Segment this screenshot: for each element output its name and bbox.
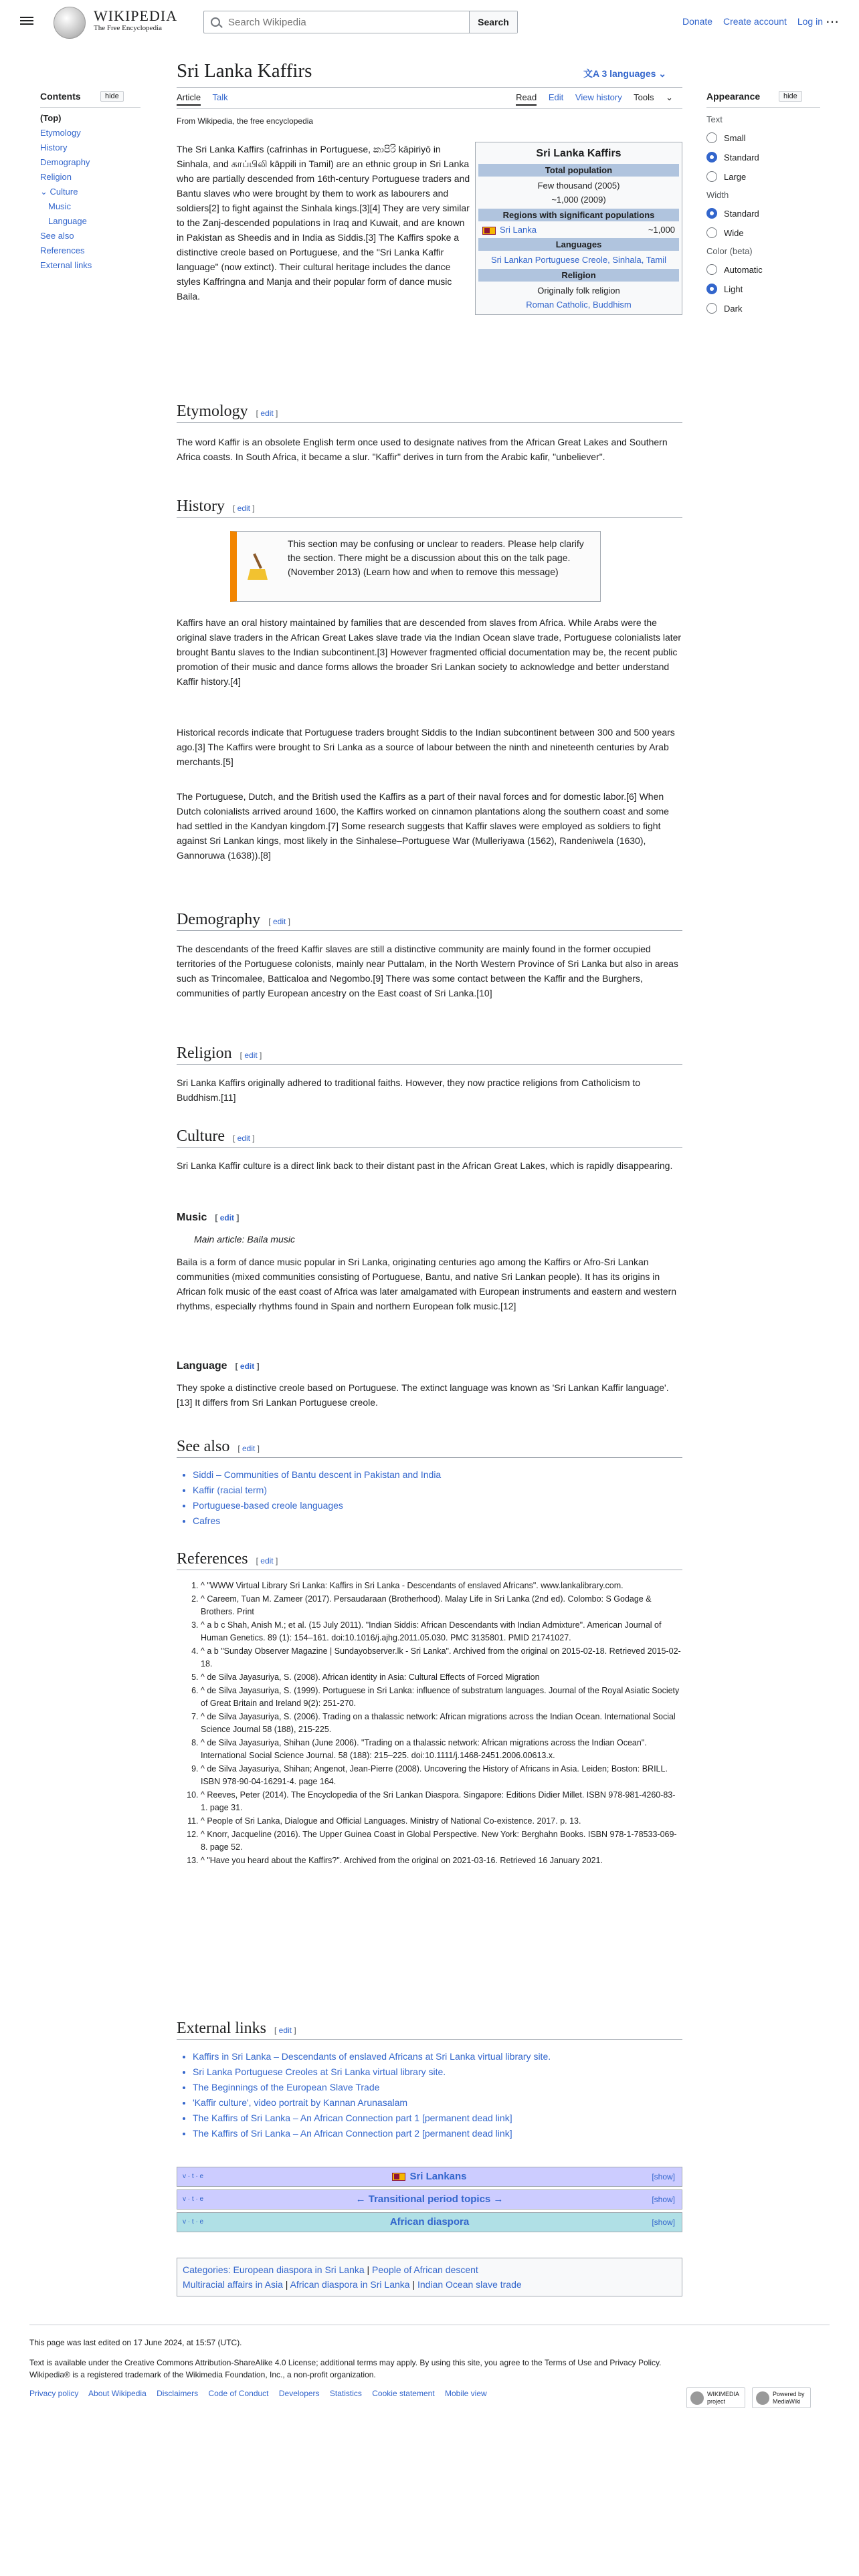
text-size-label: Text: [706, 114, 723, 124]
toc-hide-button[interactable]: hide: [100, 91, 124, 102]
navbox-vte-links[interactable]: v · t · e: [183, 2173, 204, 2180]
width-wide-option[interactable]: [706, 227, 820, 239]
music-paragraph: Baila is a form of dance music popular in Sri Lanka, originating centuries ago among the Kaffirs or Afro-Sri Lankan communities (mixed communities consisting of Portuguese, Bantu, and native Sri Lankan people). It has its origins in African folk music of the east coast of Africa was later amalgamated with European instruments and eastern and western rhythms, especially rhythms found in Spain and northern European folk music.[12]: [177, 1257, 677, 1311]
toc-item[interactable]: [48, 216, 140, 227]
categories-label[interactable]: Categories:: [183, 2264, 231, 2275]
external-link-item[interactable]: • Sri Lanka Portuguese Creoles at Sri Lanka virtual library site.: [193, 2064, 551, 2080]
edit-link[interactable]: [ edit ]: [233, 504, 255, 513]
infobox-value: Few thousand (2005): [537, 181, 620, 191]
text-small-option[interactable]: [706, 132, 820, 144]
divider: [706, 107, 820, 108]
option-label: Automatic: [724, 264, 763, 275]
footer-link[interactable]: Code of Conduct: [208, 2389, 269, 2398]
navbox-african-diaspora: [177, 2212, 682, 2232]
edit-link-text[interactable]: edit: [237, 1134, 251, 1143]
license-text: Text is available under the Creative Commons Attribution-ShareAlike 4.0 License; additional terms may apply. By using this site, you agree to the Terms of Use and Privacy Policy. Wikipedia® is a registered trademark of the Wikimedia Foundation, Inc., a non-profit organization.: [29, 2358, 662, 2379]
category-link[interactable]: African diaspora in Sri Lanka: [290, 2279, 410, 2290]
translate-icon: 文A: [583, 68, 602, 79]
footer-link[interactable]: Mobile view: [445, 2389, 487, 2398]
section-heading-references: [177, 1550, 682, 1570]
edit-link-text[interactable]: edit: [237, 504, 251, 513]
footer-links: [29, 2389, 495, 2398]
heading-text: References: [177, 1550, 248, 1568]
divider: [177, 87, 682, 88]
wordmark-tagline: The Free Encyclopedia: [94, 24, 163, 32]
chevron-down-icon[interactable]: ⌄: [40, 187, 50, 197]
section-heading-religion: [177, 1045, 682, 1065]
navbox-vte-links[interactable]: v · t · e: [183, 2218, 204, 2226]
wikimedia-badge[interactable]: WIKIMEDIA project: [686, 2387, 745, 2408]
heading-text: Culture: [177, 1128, 225, 1145]
toc-item[interactable]: [40, 231, 140, 241]
color-automatic-option[interactable]: [706, 263, 820, 276]
sri-lanka-flag-icon: [392, 2173, 405, 2181]
edit-link-text[interactable]: edit: [278, 2026, 292, 2035]
radio-icon[interactable]: [706, 171, 717, 182]
navbox-show-button[interactable]: [show]: [652, 2172, 675, 2181]
toc-item-label: Language: [48, 216, 87, 226]
login-link[interactable]: Log in: [797, 16, 823, 27]
toc-title: Contents: [40, 91, 81, 102]
search-box: [203, 11, 518, 33]
option-label: Standard: [724, 152, 759, 163]
search-icon: [211, 17, 220, 27]
external-link-item[interactable]: • The Kaffirs of Sri Lanka – An African Connection part 2 [permanent dead link]: [193, 2126, 551, 2141]
radio-icon[interactable]: [706, 264, 717, 275]
lead-paragraph: The Sri Lanka Kaffirs (cafrinhas in Portuguese, කාපිරි kāpiriyō in Sinhala, and காப்பிலி kāppili in Tamil) are an ethnic group in Sri Lanka who are partially descended from 16th-century Portuguese traders and Bantu slaves who were brought by them to work as labourers and soldiers[2] to fight against the Sinhala kings.[3][4] They are very similar to the Zanj-descended populations in Iraq and Kuwait, and are known in Pakistan as Sheedis and in India as Siddis.[3] The Kaffirs spoke a distinctive creole based on Portuguese, and the "Sri Lanka Kaffir language" (now extinct). Their cultural heritage includes the dance styles Kaffringna and Manja and their popular form of dance music Baila.: [177, 144, 470, 302]
personal-links: [674, 16, 823, 27]
infobox-header: Religion: [478, 269, 679, 282]
edit-link-text[interactable]: edit: [260, 409, 274, 418]
option-label: Wide: [724, 227, 744, 238]
toc-list: [40, 113, 140, 271]
wordmark[interactable]: [94, 8, 177, 32]
tab-tools[interactable]: Tools ⌄: [634, 92, 673, 102]
appearance-panel: [706, 91, 820, 322]
main-menu-icon[interactable]: [20, 15, 33, 25]
toc-item[interactable]: [40, 187, 140, 197]
page-title: Sri Lanka Kaffirs: [177, 60, 312, 82]
see-also-item[interactable]: • Cafres: [193, 1513, 441, 1529]
external-links-list: [193, 2049, 551, 2141]
reference-item: 11. ^ People of Sri Lanka, Dialogue and Official Languages. Ministry of National Co-existence. 2017. p. 13.: [201, 1815, 681, 1828]
width-label: Width: [706, 190, 729, 200]
religion-paragraph: Sri Lanka Kaffirs originally adhered to traditional faiths. However, they now practice religions from Catholicism to Buddhism.[11]: [177, 1077, 641, 1103]
culture-paragraph: Sri Lanka Kaffir culture is a direct link back to their distant past in the African Great Lakes, which is rapidly disappearing.: [177, 1160, 673, 1171]
navbox-sri-lankans: [177, 2167, 682, 2187]
category-link[interactable]: European diaspora in Sri Lanka: [233, 2264, 365, 2275]
edit-link[interactable]: [ edit ]: [237, 1444, 260, 1453]
tab-edit[interactable]: Edit: [548, 92, 564, 102]
toc-item[interactable]: [40, 157, 140, 168]
see-also-item[interactable]: • Portuguese-based creole languages: [193, 1498, 441, 1513]
edit-link[interactable]: [ edit ]: [274, 2026, 296, 2035]
width-group: [706, 190, 820, 239]
references-list: [201, 1580, 681, 1868]
toc-item-label: (Top): [40, 113, 62, 123]
reference-item: 5. ^ de Silva Jayasuriya, S. (2008). African identity in Asia: Cultural Effects of Forced Migration: [201, 1671, 681, 1684]
toc-item-label: History: [40, 142, 68, 152]
heading-text: Demography: [177, 911, 261, 928]
section-heading-history: [177, 498, 682, 518]
infobox-value[interactable]: Roman Catholic, Buddhism: [526, 300, 632, 310]
text-standard-option[interactable]: [706, 151, 820, 163]
tab-article[interactable]: Article: [177, 92, 201, 106]
section-heading-culture: [177, 1128, 682, 1148]
navbox-transitional-period: [177, 2189, 682, 2210]
last-edited: This page was last edited on 17 June 2024, at 15:57 (UTC).: [29, 2338, 242, 2347]
table-of-contents: [40, 91, 140, 275]
infobox-title: Sri Lanka Kaffirs: [536, 148, 622, 159]
external-link-item[interactable]: • 'Kaffir culture', video portrait by Kannan Arunasalam: [193, 2095, 551, 2111]
section-heading-etymology: [177, 403, 682, 423]
divider: [40, 107, 140, 108]
tools-label: Tools: [634, 92, 654, 102]
toc-item-label: Music: [48, 201, 71, 211]
navbox-title[interactable]: African diaspora: [389, 2216, 470, 2228]
external-link-item[interactable]: • The Kaffirs of Sri Lanka – An African Connection part 1 [permanent dead link]: [193, 2111, 551, 2126]
category-link[interactable]: Multiracial affairs in Asia: [183, 2279, 283, 2290]
tab-view-history[interactable]: View history: [575, 92, 622, 102]
section-heading-see-also: [177, 1438, 682, 1458]
edit-link-text[interactable]: edit: [260, 1556, 274, 1566]
wordmark-title: WIKIPEDIA: [94, 7, 178, 24]
tab-read[interactable]: Read: [516, 92, 537, 106]
infobox-value: Originally folk religion: [537, 286, 620, 296]
edit-link[interactable]: [ edit ]: [240, 1051, 262, 1060]
color-dark-option[interactable]: [706, 302, 820, 314]
reference-item: 3. ^ a b c Shah, Anish M.; et al. (15 July 2011). "Indian Siddis: African Descendants with Indian Admixture". American Journal of Human Genetics. 89 (1): 154–161. doi:10.1016/j.ajhg.2011.05.030. PMC 3135801. PMID 21741027.: [201, 1619, 681, 1644]
footer-link[interactable]: Privacy policy: [29, 2389, 79, 2398]
history-paragraph: The Portuguese, Dutch, and the British used the Kaffirs as a part of their naval forces and for domestic labor.[6] When Dutch colonialists arrived around 1600, the Kaffirs worked on cinnamon plantations along the southern coast and some had settled in the Kandyan kingdom.[7] Some research suggests that Kaffir slaves were employed as soldiers to fight against Sri Lankan kings, most likely in the Sinhalese–Portuguese War (Mulleriyawa (1562), Randeniwela (1630), Gannoruwa (1638)).[8]: [177, 791, 669, 861]
toc-item-label: See also: [40, 231, 74, 241]
tab-talk[interactable]: Talk: [212, 92, 228, 102]
radio-selected-icon[interactable]: [706, 208, 717, 219]
text-size-group: [706, 114, 820, 183]
option-label: Dark: [724, 303, 743, 314]
infobox: [475, 142, 682, 315]
option-label: Large: [724, 171, 747, 182]
chevron-down-icon: ⌄: [658, 68, 667, 79]
radio-icon[interactable]: [706, 227, 717, 238]
reference-item: 7. ^ de Silva Jayasuriya, S. (2006). Trading on a thalassic network: African migrations across the Indian Ocean. International Social Science Journal 58 (188), 215-225.: [201, 1711, 681, 1736]
navbox-show-button[interactable]: [show]: [652, 2195, 675, 2204]
see-also-item[interactable]: • Kaffir (racial term): [193, 1483, 441, 1498]
reference-item: 2. ^ Careem, Tuan M. Zameer (2017). Persaudaraan (Brotherhood). Malay Life in Sri Lanka (2nd ed). Colombo: S Godage & Brothers. Print: [201, 1593, 681, 1618]
external-link-item[interactable]: • The Beginnings of the European Slave Trade: [193, 2080, 551, 2095]
heading-text: Language: [177, 1360, 227, 1372]
edit-link[interactable]: [ edit ]: [256, 1556, 278, 1566]
color-label: Color (beta): [706, 246, 753, 256]
etymology-paragraph: The word Kaffir is an obsolete English term once used to designate natives from the African Great Lakes and Southern Africa coasts. In South Africa, it became a slur. "Kaffir" derives in turn from the Arabic kafir, "unbeliever".: [177, 437, 668, 462]
toc-item-label: Demography: [40, 157, 90, 167]
main-article-hatnote[interactable]: Main article: Baila music: [194, 1234, 295, 1245]
reference-item: 9. ^ de Silva Jayasuriya, Shihan; Angenot, Jean-Pierre (2008). Uncovering the History of Africans in Asia. Leiden; Boston: BRILL. ISBN 978-90-04-16291-4. page 164.: [201, 1763, 681, 1788]
section-heading-music: [177, 1212, 239, 1224]
reference-item: 4. ^ a b "Sunday Observer Magazine | Sundayobserver.lk - Sri Lanka". Archived from the original on 2015-02-18. Retrieved 2015-02-18.: [201, 1645, 681, 1671]
category-link[interactable]: People of African descent: [372, 2264, 478, 2275]
toc-item[interactable]: [40, 172, 140, 183]
edit-link-text[interactable]: edit: [272, 917, 286, 926]
section-heading-external-links: [177, 2020, 682, 2040]
demography-paragraph: The descendants of the freed Kaffir slaves are still a distinctive community are mainly found in the former occupied territories of the Portuguese colonists, mainly near Puttalam, in the North Western Province of Sri Lanka but also in areas such as Trincomalee, Batticaloa and Negombo.[9] There was some contact between the Kaffir and the Burghers, communities of partly European ancestry on the East coast of Sri Lanka.[10]: [177, 944, 678, 998]
heading-text: Music: [177, 1212, 207, 1223]
color-group: [706, 246, 820, 314]
edit-link[interactable]: [ edit ]: [233, 1134, 255, 1143]
text-large-option[interactable]: [706, 171, 820, 183]
infobox-languages[interactable]: Sri Lankan Portuguese Creole, Sinhala, Tamil: [490, 255, 667, 265]
heading-text: See also: [177, 1438, 230, 1455]
infobox-value: ~1,000 (2009): [551, 195, 606, 205]
see-also-list: [193, 1467, 441, 1529]
appearance-title: Appearance: [706, 91, 761, 102]
language-paragraph: They spoke a distinctive creole based on Portuguese. The extinct language was known as 'Sri Lankan Kaffir language'.[13] It differs from Sri Lankan Portuguese creole.: [177, 1382, 669, 1408]
toc-item[interactable]: [40, 260, 140, 271]
navbox-title[interactable]: ← Transitional period topics →: [355, 2193, 504, 2205]
search-button[interactable]: Search: [469, 11, 517, 33]
radio-selected-icon[interactable]: [706, 284, 717, 294]
toc-item-label: Etymology: [40, 128, 81, 138]
history-paragraph: Kaffirs have an oral history maintained by families that are descended from slaves from Africa. While Arabs were the original slave traders in the African Great Lakes slave trade via the Indian Ocean slave trade, Portuguese colonialists later brought Bantu slaves to the Indian subcontinent.[3] However fragmented official documentation may be, the recent public promotion of their music and dance forms allows the broader Sri Lankan society to acknowledge and better understand Kaffir history.[4]: [177, 617, 682, 687]
toc-item[interactable]: [40, 113, 140, 124]
cleanup-notice-text: This section may be confusing or unclear to readers. Please help clarify the section. There might be a discussion about this on the talk page. (November 2013) (Learn how and when to remove this message): [288, 538, 584, 577]
categories-box: Categories: European diaspora in Sri Lanka | People of African descent Multiracial affairs in Asia | African diaspora in Sri Lanka | Indian Ocean slave trade: [177, 2258, 682, 2296]
mediawiki-badge[interactable]: Powered by MediaWiki: [752, 2387, 811, 2408]
category-link[interactable]: Indian Ocean slave trade: [417, 2279, 522, 2290]
history-paragraph: Historical records indicate that Portuguese traders brought Siddis to the Indian subcontinent between 300 and 500 years ago.[3] The Kaffirs were brought to Sri Lanka as a source of labour between the ninth and nineteenth centuries by Arab merchants.[5]: [177, 727, 675, 767]
reference-item: 6. ^ de Silva Jayasuriya, S. (1999). Portuguese in Sri Lanka: influence of substratum languages. Journal of the Royal Asiatic Society of Great Britain and Ireland 9(2): 251-270.: [201, 1685, 681, 1710]
search-input[interactable]: [228, 15, 449, 29]
footer-link[interactable]: About Wikipedia: [88, 2389, 147, 2398]
footer-link[interactable]: Statistics: [329, 2389, 362, 2398]
sri-lanka-flag-icon: [482, 227, 496, 235]
color-light-option[interactable]: [706, 283, 820, 295]
option-label: Standard: [724, 208, 759, 219]
broom-icon: [246, 552, 269, 581]
toc-item-label: External links: [40, 260, 92, 270]
section-heading-language: [177, 1360, 260, 1372]
wikipedia-logo[interactable]: [54, 7, 86, 39]
heading-text: History: [177, 498, 225, 515]
reference-item: 8. ^ de Silva Jayasuriya, Shihan (June 2006). "Trading on a thalassic network: African migrations across the Indian Ocean". International Social Science Journal. 58 (188): 215–225. doi:10.1111/j.1468-2451.2006.00613.x.: [201, 1737, 681, 1762]
heading-text: External links: [177, 2020, 266, 2037]
create-account-link[interactable]: Create account: [723, 16, 787, 27]
toc-item-label: Religion: [40, 172, 72, 182]
edit-link-text[interactable]: edit: [242, 1444, 256, 1453]
footer-link[interactable]: Cookie statement: [372, 2389, 435, 2398]
option-label: Light: [724, 284, 743, 294]
more-options-icon[interactable]: ⋯: [826, 15, 839, 29]
heading-text: Religion: [177, 1045, 232, 1062]
external-link-item[interactable]: • Kaffirs in Sri Lanka – Descendants of enslaved Africans at Sri Lanka virtual library site.: [193, 2049, 551, 2064]
edit-link[interactable]: [ edit ]: [235, 1362, 260, 1371]
language-button[interactable]: [583, 67, 666, 80]
reference-item: 10. ^ Reeves, Peter (2014). The Encyclopedia of the Sri Lankan Diaspora. Singapore: Editions Didier Millet. ISBN 978-981-4260-83-1. page 31.: [201, 1789, 681, 1814]
toc-item[interactable]: [40, 142, 140, 153]
edit-link[interactable]: [ edit ]: [268, 917, 290, 926]
page-tabs: [177, 92, 682, 108]
language-count: 3 languages: [601, 68, 656, 79]
edit-link-text[interactable]: edit: [219, 1213, 235, 1222]
radio-icon[interactable]: [706, 303, 717, 314]
navbox-vte-links[interactable]: v · t · e: [183, 2195, 204, 2203]
infobox-header: Total population: [478, 164, 679, 177]
site-header: [0, 0, 859, 43]
reference-item: 13. ^ "Have you heard about the Kaffirs?". Archived from the original on 2021-03-16. Retrieved 16 January 2021.: [201, 1854, 681, 1867]
infobox-header: Languages: [478, 238, 679, 251]
toc-item[interactable]: [40, 245, 140, 256]
cleanup-notice: [230, 531, 601, 602]
site-subtitle: From Wikipedia, the free encyclopedia: [177, 116, 314, 126]
toc-item[interactable]: [40, 128, 140, 138]
toc-item[interactable]: [48, 201, 140, 212]
region-value: ~1,000: [648, 225, 675, 235]
toc-item-label: References: [40, 245, 85, 255]
navbox-show-button[interactable]: [show]: [652, 2218, 675, 2227]
reference-item: 1. ^ "WWW Virtual Library Sri Lanka: Kaffirs in Sri Lanka - Descendants of enslaved Africans". www.lankalibrary.com.: [201, 1580, 681, 1592]
edit-link-text[interactable]: edit: [244, 1051, 258, 1060]
infobox-header: Regions with significant populations: [478, 209, 679, 221]
edit-link-text[interactable]: edit: [240, 1362, 255, 1371]
option-label: Small: [724, 132, 746, 143]
edit-link[interactable]: [ edit ]: [215, 1213, 240, 1222]
width-standard-option[interactable]: [706, 207, 820, 219]
radio-selected-icon[interactable]: [706, 152, 717, 163]
toc-item-label: Culture: [50, 187, 78, 197]
radio-icon[interactable]: [706, 132, 717, 143]
section-heading-demography: [177, 911, 682, 931]
reference-item: 12. ^ Knorr, Jacqueline (2016). The Upper Guinea Coast in Global Perspective. New York: Berghahn Books. ISBN 978-1-78533-069-8. page 52.: [201, 1828, 681, 1854]
edit-link[interactable]: [ edit ]: [256, 409, 278, 418]
appearance-hide-button[interactable]: hide: [779, 91, 802, 102]
divider: [177, 108, 682, 109]
footer-link[interactable]: Disclaimers: [157, 2389, 199, 2398]
infobox-region-row: [478, 223, 679, 236]
donate-link[interactable]: Donate: [682, 16, 713, 27]
see-also-item[interactable]: • Siddi – Communities of Bantu descent in Pakistan and India: [193, 1467, 441, 1483]
navbox-title[interactable]: Sri Lankans: [409, 2171, 467, 2182]
footer-link[interactable]: Developers: [278, 2389, 320, 2398]
heading-text: Etymology: [177, 403, 248, 420]
region-link[interactable]: Sri Lanka: [500, 225, 537, 235]
footer-info: [29, 2337, 698, 2381]
